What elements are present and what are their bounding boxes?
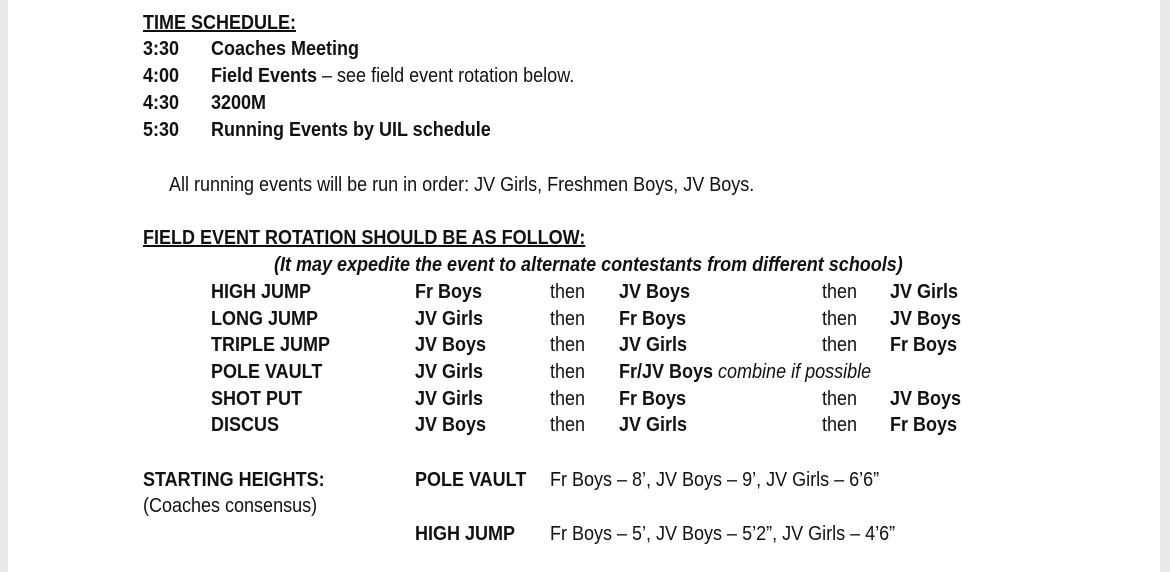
schedule-entry [211,118,491,142]
rotation-second-group [619,360,871,384]
starting-heights-heading: STARTING HEIGHTS: [143,469,325,491]
rotation-third-group: Fr Boys [890,334,958,356]
rotation-second-group: JV Girls [619,334,688,356]
field-rotation-subheading: (It may expedite the event to alternate contestants from different schools) [274,254,903,276]
rotation-second-group: Fr Boys [619,308,687,330]
schedule-event: Field Events [211,65,318,87]
rotation-first-group: JV Girls [415,361,484,383]
schedule-entry [211,91,266,115]
rotation-then: then [822,334,858,356]
rotation-third-group: JV Girls [890,281,959,303]
rotation-then: then [822,281,858,303]
schedule-event: Coaches Meeting [211,38,360,60]
starting-height-event: POLE VAULT [415,469,527,491]
schedule-note: – see field event rotation below. [317,65,575,87]
schedule-time: 5:30 [143,119,180,141]
schedule-time: 4:30 [143,92,180,114]
starting-heights-subnote: (Coaches consensus) [143,495,318,517]
rotation-then: then [550,414,586,436]
rotation-then: then [550,281,586,303]
schedule-event: Running Events by UIL schedule [211,119,491,141]
rotation-event-name: POLE VAULT [211,361,323,383]
field-rotation-heading: FIELD EVENT ROTATION SHOULD BE AS FOLLOW: [143,227,586,249]
rotation-event-name: TRIPLE JUMP [211,334,331,356]
schedule-entry [211,37,359,61]
rotation-first-group: JV Boys [415,414,487,436]
rotation-event-name: LONG JUMP [211,308,319,330]
rotation-first-group: JV Girls [415,308,484,330]
running-order-note: All running events will be run in order: JV Girls, Freshmen Boys, JV Boys. [169,174,755,196]
rotation-second-note: combine if possible [718,361,872,383]
starting-height-event: HIGH JUMP [415,523,516,545]
rotation-second-group: JV Boys [619,281,691,303]
rotation-then: then [550,334,586,356]
rotation-then: then [822,414,858,436]
document-page [8,0,1160,572]
rotation-then: then [822,388,858,410]
schedule-entry [211,64,574,88]
rotation-then: then [550,308,586,330]
rotation-then: then [550,388,586,410]
rotation-first-group: JV Boys [415,334,487,356]
rotation-first-group: JV Girls [415,388,484,410]
schedule-time: 3:30 [143,38,180,60]
starting-height-values: Fr Boys – 8’, JV Boys – 9’, JV Girls – 6’6” [550,469,880,491]
rotation-second-group-label: Fr/JV Boys [619,361,714,383]
rotation-third-group: JV Boys [890,308,962,330]
rotation-then: then [550,361,586,383]
rotation-event-name: DISCUS [211,414,280,436]
starting-height-values: Fr Boys – 5’, JV Boys – 5’2”, JV Girls – 4’6” [550,523,896,545]
rotation-event-name: HIGH JUMP [211,281,312,303]
rotation-then: then [822,308,858,330]
rotation-third-group: Fr Boys [890,414,958,436]
schedule-time: 4:00 [143,65,180,87]
rotation-third-group: JV Boys [890,388,962,410]
rotation-second-group: JV Girls [619,414,688,436]
time-schedule-heading: TIME SCHEDULE: [143,12,296,34]
rotation-event-name: SHOT PUT [211,388,303,410]
rotation-first-group: Fr Boys [415,281,483,303]
rotation-second-group: Fr Boys [619,388,687,410]
schedule-event: 3200M [211,92,267,114]
